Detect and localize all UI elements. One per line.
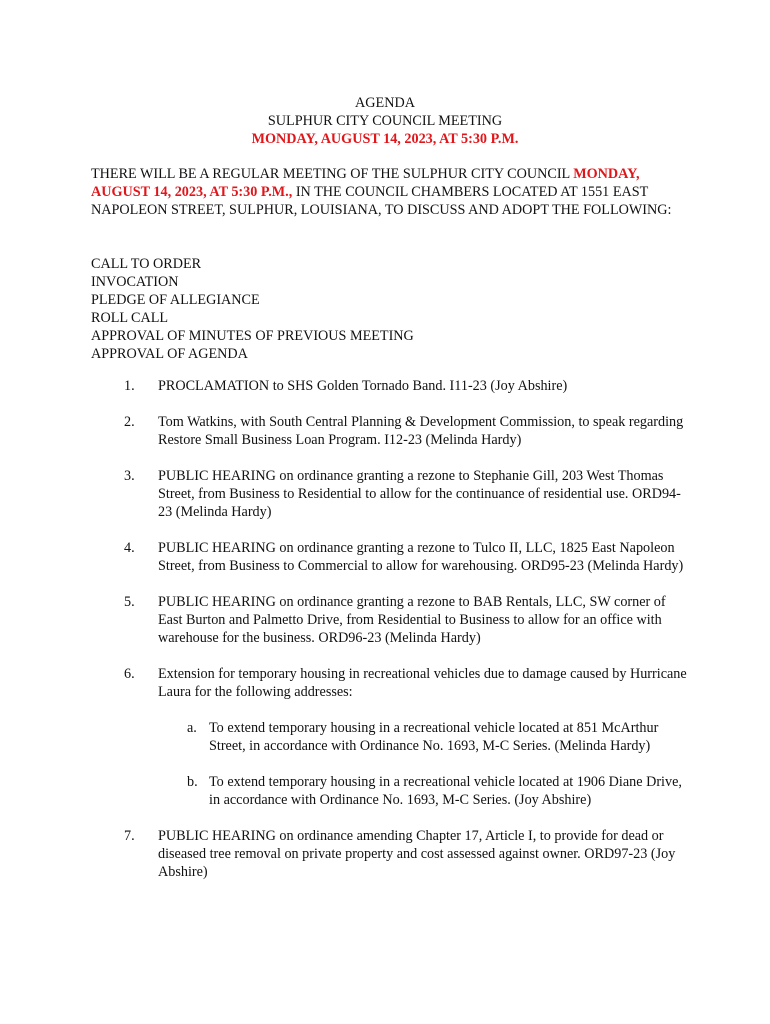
opening-item: PLEDGE OF ALLEGIANCE: [91, 292, 260, 308]
item-text: PUBLIC HEARING on ordinance granting a rezone to Tulco II, LLC, 1825 East Napoleon Street, from Business to Commercial to allow for warehousing. ORD95-23 (Melinda Hardy): [158, 540, 684, 574]
item-number: 1.: [124, 378, 135, 394]
agenda-item: [91, 593, 691, 647]
sub-item-text: To extend temporary housing in a recreational vehicle located at 1906 Diane Drive, in accordance with Ordinance No. 1693, M-C Series. (Joy Abshire): [209, 774, 682, 808]
item-number: 5.: [124, 594, 135, 610]
opening-item: APPROVAL OF AGENDA: [91, 346, 248, 362]
sub-item-text: To extend temporary housing in a recreational vehicle located at 851 McArthur Street, in accordance with Ordinance No. 1693, M-C Series. (Melinda Hardy): [209, 720, 659, 754]
agenda-item: [91, 539, 691, 575]
opening-item: APPROVAL OF MINUTES OF PREVIOUS MEETING: [91, 328, 414, 344]
agenda-header: [0, 94, 770, 148]
item-number: 6.: [124, 666, 135, 682]
agenda-item: [91, 827, 691, 881]
agenda-items: [91, 377, 691, 899]
intro-text-end: IN THE COUNCIL CHAMBERS LOCATED AT 1551 EAST NAPOLEON STREET, SULPHUR, LOUISIANA, TO DISCUSS AND ADOPT THE FOLLOWING:: [91, 184, 672, 218]
item-number: 2.: [124, 414, 135, 430]
opening-item: ROLL CALL: [91, 310, 169, 326]
agenda-item: [91, 377, 691, 395]
sub-item: [91, 719, 691, 755]
item-text: Tom Watkins, with South Central Planning & Development Commission, to speak regarding Restore Small Business Loan Program. I12-23 (Melinda Hardy): [158, 414, 684, 448]
intro-paragraph: [91, 165, 691, 219]
item-number: 7.: [124, 828, 135, 844]
item-text: PROCLAMATION to SHS Golden Tornado Band. I11-23 (Joy Abshire): [158, 378, 568, 394]
item-number: 3.: [124, 468, 135, 484]
agenda-item: [91, 467, 691, 521]
intro-text-start: THERE WILL BE A REGULAR MEETING OF THE SULPHUR CITY COUNCIL: [91, 166, 570, 182]
item-text: PUBLIC HEARING on ordinance amending Chapter 17, Article I, to provide for dead or diseased tree removal on private property and cost assessed against owner. ORD97-23 (Joy Abshire): [158, 828, 676, 880]
item-number: 4.: [124, 540, 135, 556]
item-text: PUBLIC HEARING on ordinance granting a rezone to BAB Rentals, LLC, SW corner of East Burton and Palmetto Drive, from Residential to Business to allow for an office with warehouse for the business. ORD96-23 (Melinda Hardy): [158, 594, 666, 646]
opening-item: CALL TO ORDER: [91, 256, 202, 272]
agenda-item: [91, 413, 691, 449]
item-text: PUBLIC HEARING on ordinance granting a rezone to Stephanie Gill, 203 West Thomas Street, from Business to Residential to allow for the continuance of residential use. ORD94-23 (Melinda Hardy): [158, 468, 681, 520]
opening-items: [91, 255, 691, 363]
item-text: Extension for temporary housing in recreational vehicles due to damage caused by Hurricane Laura for the following addresses:: [158, 666, 687, 700]
sub-item-letter: a.: [187, 720, 197, 736]
meeting-name: SULPHUR CITY COUNCIL MEETING: [267, 113, 503, 129]
sub-item-letter: b.: [187, 774, 198, 790]
opening-item: INVOCATION: [91, 274, 179, 290]
meeting-date: MONDAY, AUGUST 14, 2023, AT 5:30 P.M.: [251, 131, 519, 147]
agenda-item: [91, 665, 691, 701]
intro-date: MONDAY, AUGUST 14, 2023, AT 5:30 P.M.,: [91, 166, 640, 200]
sub-items: [91, 719, 691, 809]
sub-item: [91, 773, 691, 809]
agenda-title: AGENDA: [355, 95, 415, 111]
